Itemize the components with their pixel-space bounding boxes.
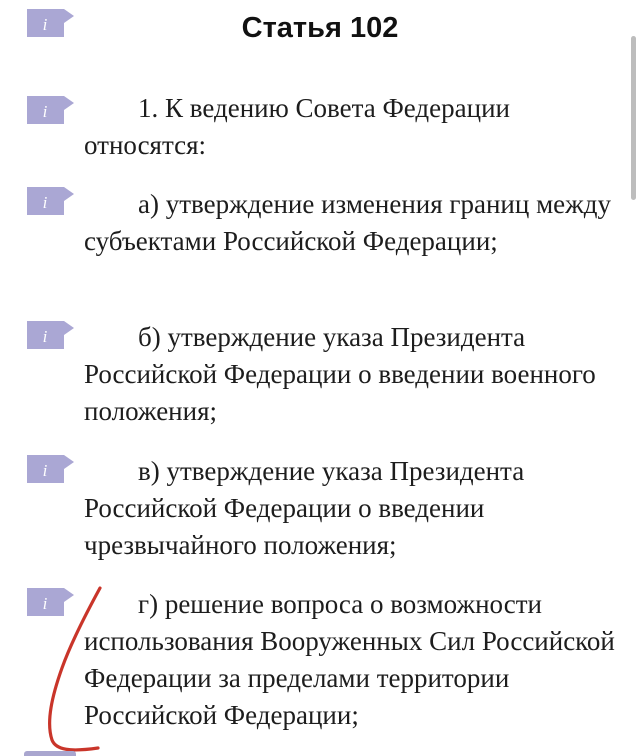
svg-text:i: i: [42, 461, 48, 480]
paragraph-clause-1: [84, 90, 619, 164]
info-icon[interactable]: [24, 587, 76, 617]
svg-text:i: i: [42, 193, 48, 212]
svg-text:i: i: [42, 327, 48, 346]
paragraph-clause-v: [84, 453, 619, 564]
info-icon[interactable]: [24, 320, 76, 350]
scrollbar[interactable]: [631, 36, 636, 200]
paragraph-text: а) утверждение изменения границ между субъектами Российской Федерации;: [84, 189, 612, 256]
paragraph-text: б) утверждение указа Президента Российской Федерации о введении военного положения;: [84, 322, 596, 426]
info-icon[interactable]: [24, 454, 76, 484]
svg-text:i: i: [42, 594, 48, 613]
paragraph-text: 1. К ведению Совета Федерации относятся:: [84, 93, 510, 160]
svg-text:i: i: [42, 15, 48, 34]
paragraph-clause-b: [84, 319, 619, 430]
paragraph-clause-a: [84, 186, 619, 260]
svg-text:i: i: [42, 102, 48, 121]
paragraph-text: г) решение вопроса о возможности использования Вооруженных Сил Российской Федерации за пределами территории Российской Федерации;: [84, 589, 615, 730]
info-icon[interactable]: [24, 8, 76, 38]
paragraph-text: в) утверждение указа Президента Российской Федерации о введении чрезвычайного положения;: [84, 456, 525, 560]
article-title: Статья 102: [241, 12, 399, 44]
info-icon[interactable]: [24, 95, 76, 125]
info-icon[interactable]: [24, 186, 76, 216]
info-icon[interactable]: [24, 751, 76, 756]
paragraph-clause-g: [84, 586, 619, 734]
